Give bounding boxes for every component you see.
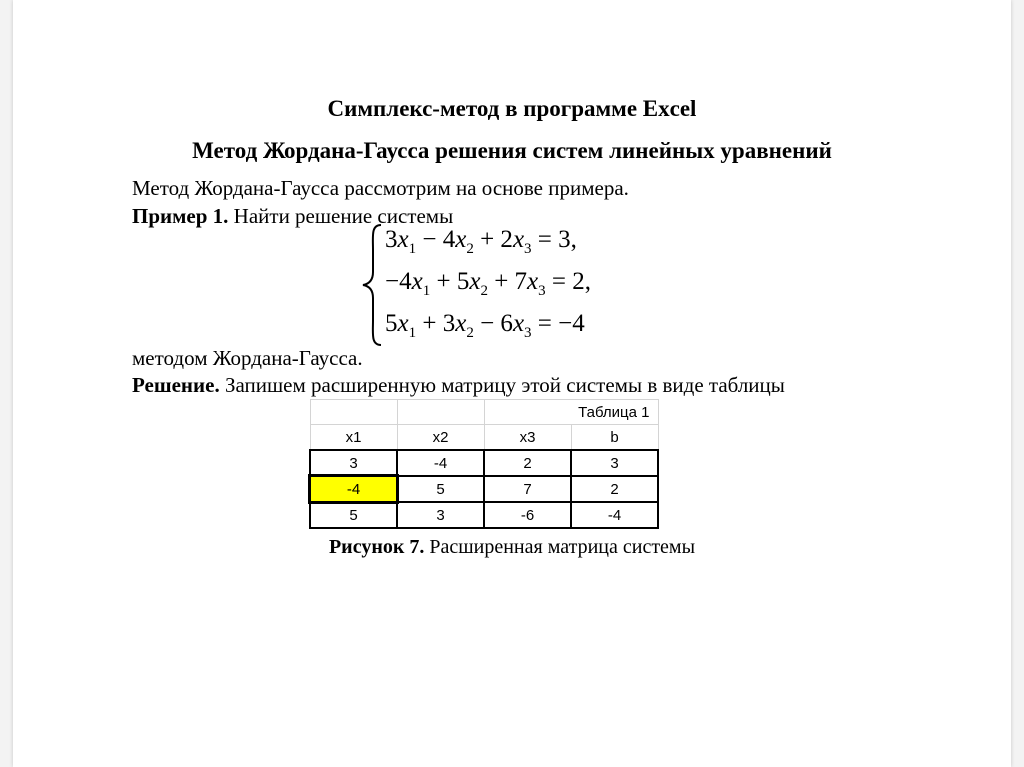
equation-row-3: $5x_1 + 3x_2 - 6x_3 = -4$ bbox=[385, 310, 585, 341]
table-cell[interactable]: 3 bbox=[397, 502, 484, 528]
table-cell[interactable]: -6 bbox=[484, 502, 571, 528]
solution-label: Решение. bbox=[132, 373, 220, 397]
column-header[interactable]: x3 bbox=[484, 425, 571, 451]
table-cell[interactable]: 2 bbox=[571, 476, 658, 502]
table-cell[interactable] bbox=[310, 400, 397, 425]
slide bbox=[13, 0, 1011, 767]
table-row bbox=[310, 450, 658, 476]
figure-label: Рисунок 7. bbox=[328, 536, 425, 558]
caption-row bbox=[310, 400, 658, 425]
matrix-table bbox=[309, 399, 659, 529]
equation-system bbox=[355, 222, 635, 348]
example-label: Пример 1. bbox=[132, 204, 229, 228]
table-caption[interactable]: Таблица 1 bbox=[484, 400, 658, 425]
section-heading: Метод Жордана-Гаусса решения систем линейных уравнений bbox=[192, 138, 832, 163]
table-cell[interactable]: 3 bbox=[571, 450, 658, 476]
column-header[interactable]: b bbox=[571, 425, 658, 451]
table-cell[interactable]: 5 bbox=[397, 476, 484, 502]
table-cell[interactable]: 2 bbox=[484, 450, 571, 476]
table-cell[interactable]: -4 bbox=[571, 502, 658, 528]
figure-caption bbox=[13, 536, 1011, 559]
solution-text: Запишем расширенную матрицу этой системы в виде таблицы bbox=[219, 373, 785, 397]
page-title: Симплекс-метод в программе Excel bbox=[327, 96, 697, 121]
method-line: методом Жордана-Гаусса. bbox=[132, 346, 363, 370]
table-cell[interactable]: 7 bbox=[484, 476, 571, 502]
table-row bbox=[310, 502, 658, 528]
column-header[interactable]: x1 bbox=[310, 425, 397, 451]
table-cell[interactable]: 3 bbox=[310, 450, 397, 476]
intro-text: Метод Жордана-Гаусса рассмотрим на основе примера. bbox=[132, 176, 629, 200]
column-header[interactable]: x2 bbox=[397, 425, 484, 451]
selected-cell[interactable]: -4 bbox=[310, 476, 397, 502]
brace-icon bbox=[355, 222, 385, 348]
equation-row-2: $-4x_1 + 5x_2 + 7x_3 = 2$, bbox=[385, 268, 592, 299]
table-row bbox=[310, 476, 658, 502]
table-cell[interactable]: -4 bbox=[397, 450, 484, 476]
equation-row-1: $3x_1 - 4x_2 + 2x_3 = 3$, bbox=[385, 226, 577, 257]
table-cell[interactable]: 5 bbox=[310, 502, 397, 528]
example-text: Найти решение системы bbox=[228, 204, 454, 228]
figure-text: Расширенная матрица системы bbox=[424, 536, 696, 558]
header-row bbox=[310, 425, 658, 451]
table-cell[interactable] bbox=[397, 400, 484, 425]
solution-line bbox=[132, 373, 785, 398]
